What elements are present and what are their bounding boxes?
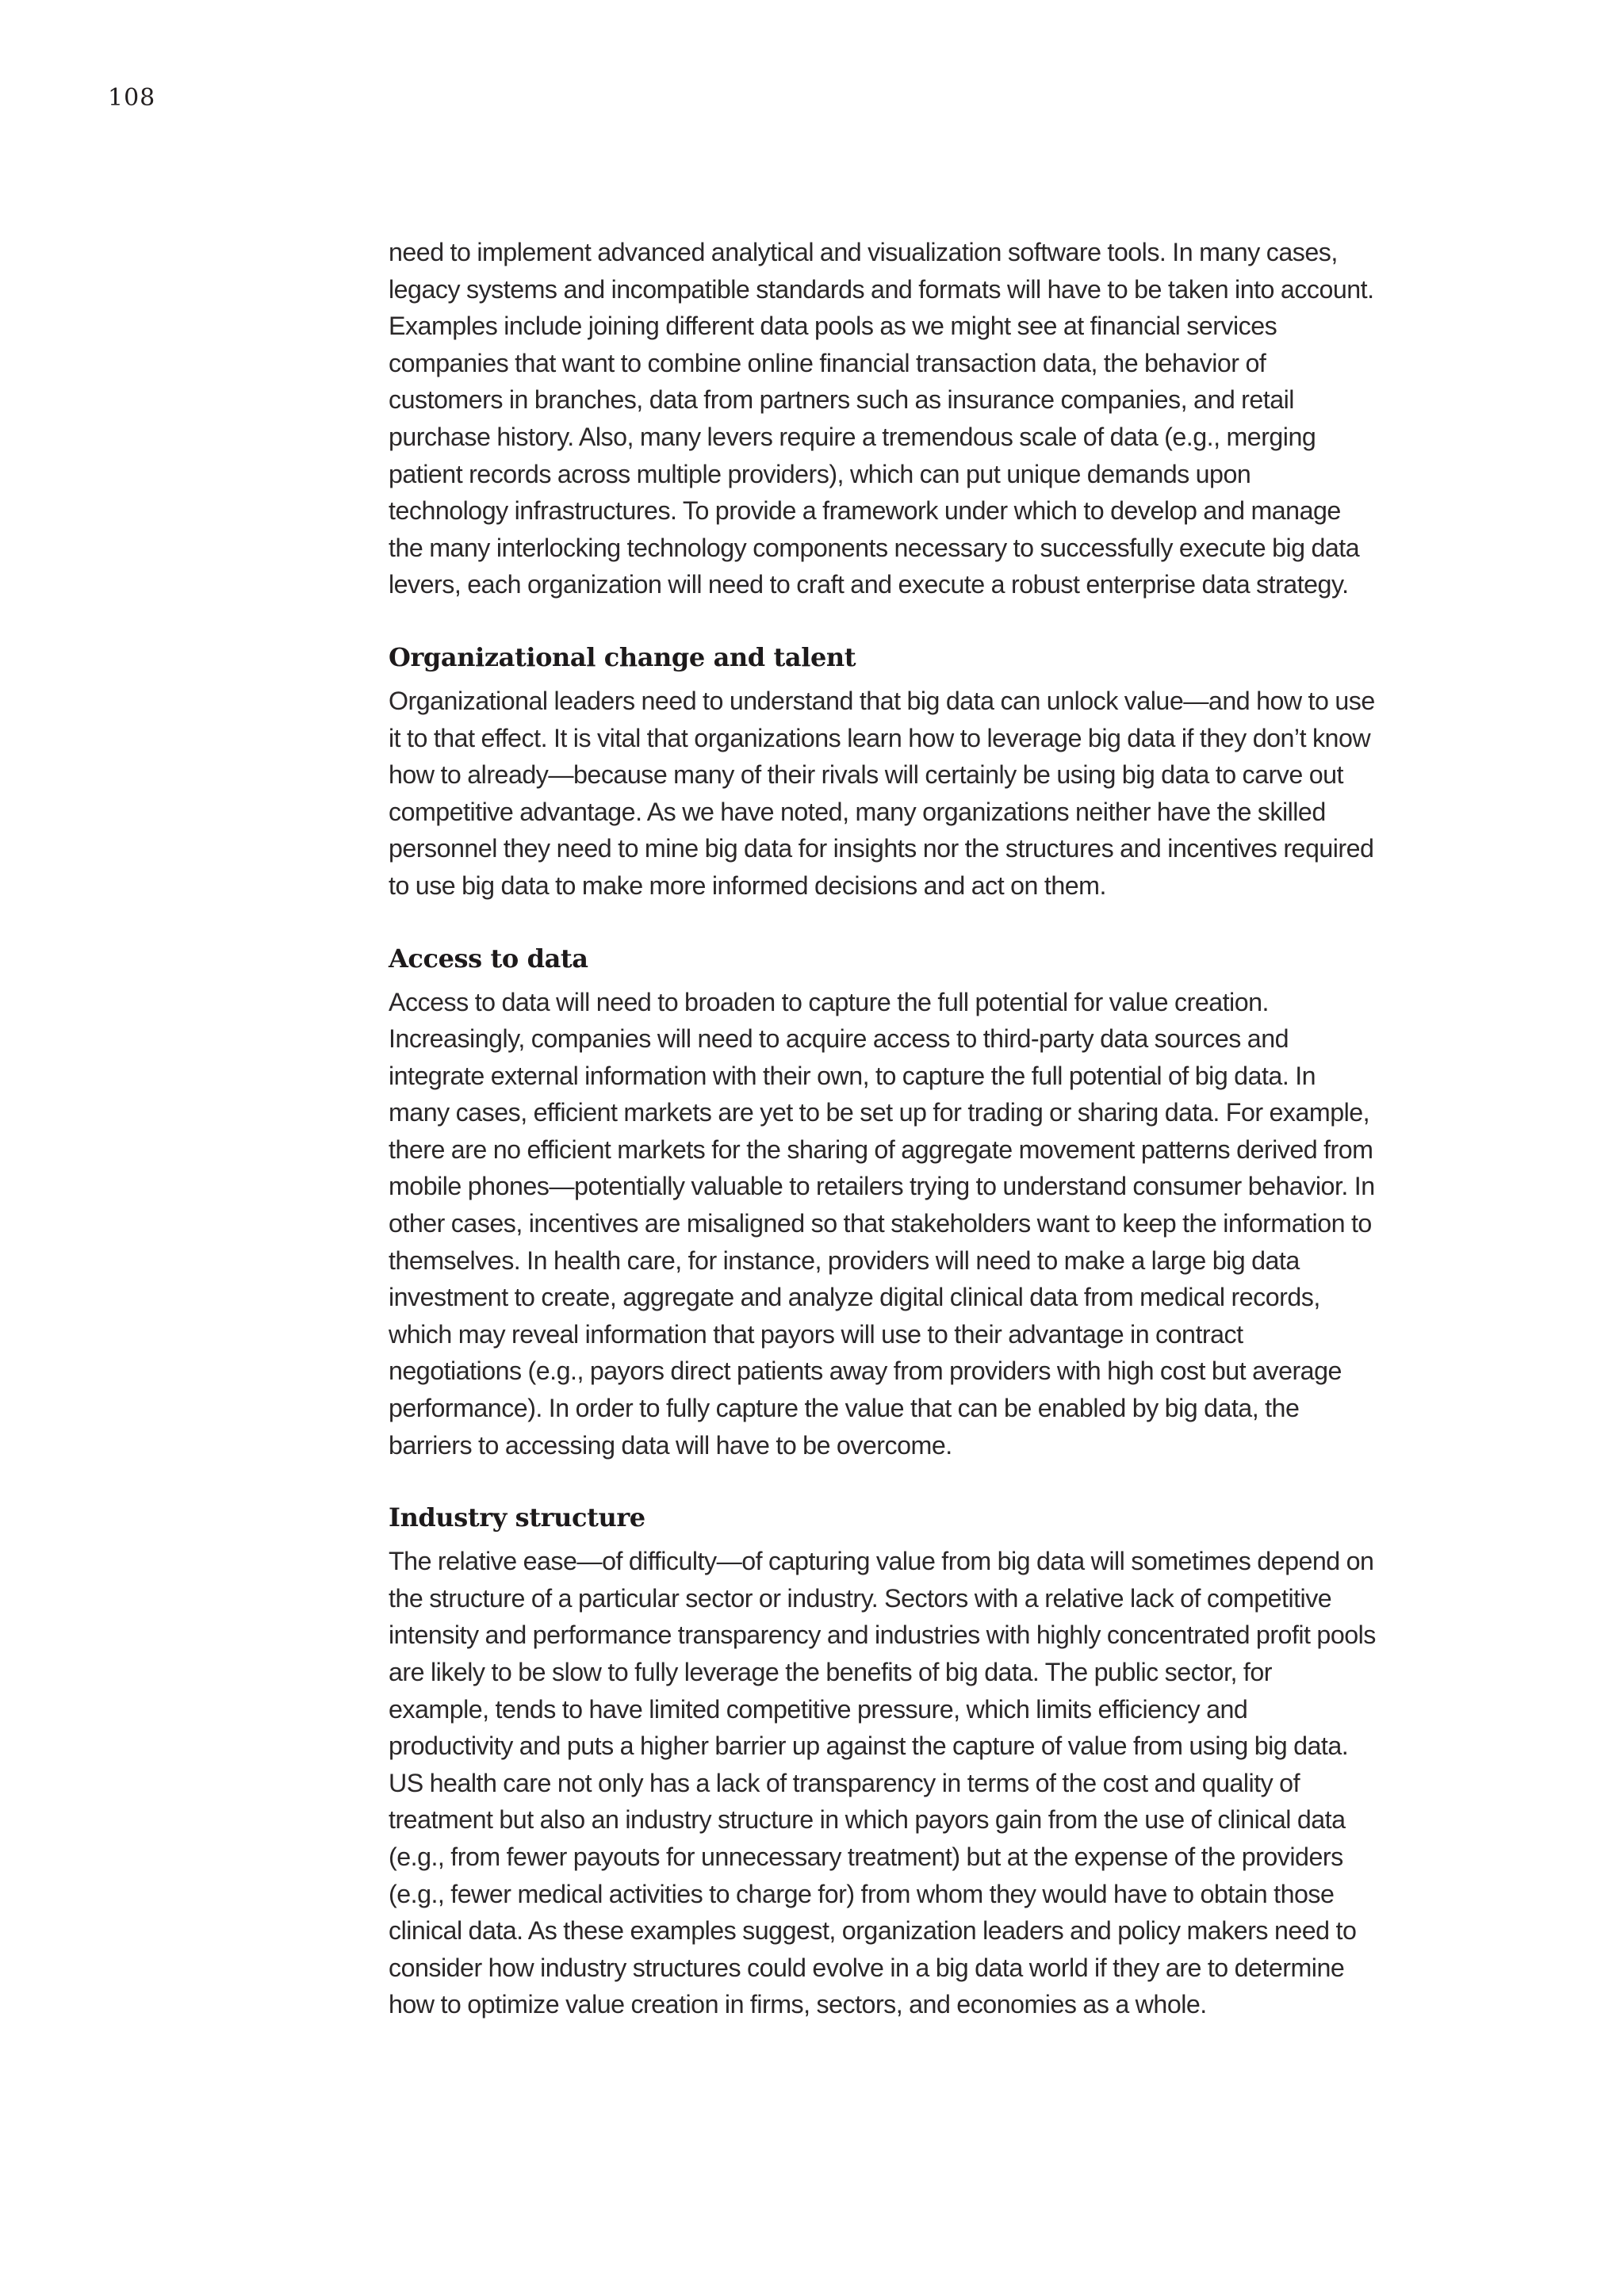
document-body [389, 234, 1376, 2023]
industry-structure-paragraph: The relative ease—of difficulty—of capturing value from big data will sometimes depend on the structure of a particular sector or industry. Sectors with a relative lack of competitive intensity and performance transparency and industries with highly concentrated profit pools are likely to be slow to fully leverage the benefits of big data. The public sector, for example, tends to have limited competitive pressure, which limits efficiency and productivity and puts a higher barrier up against the capture of value from using big data. US health care not only has a lack of transparency in terms of the cost and quality of treatment but also an industry structure in which payors gain from the use of clinical data (e.g., from fewer payouts for unnecessary treatment) but at the expense of the providers (e.g., fewer medical activities to charge for) from whom they would have to obtain those clinical data. As these examples suggest, organization leaders and policy makers need to consider how industry structures could evolve in a big data world if they are to determine how to optimize value creation in firms, sectors, and economies as a whole. [389, 1547, 1376, 2019]
section-heading-access-to-data: Access to data [389, 943, 588, 974]
section-heading-organizational-change: Organizational change and talent [389, 641, 856, 672]
organizational-change-paragraph: Organizational leaders need to understand that big data can unlock value—and how to use it to that effect. It is vital that organizations learn how to leverage big data if they don’t know how to already—because many of their rivals will certainly be using big data to carve out competitive advantage. As we have noted, many organizations neither have the skilled personnel they need to mine big data for insights nor the structures and incentives required to use big data to make more informed decisions and act on them. [389, 686, 1375, 900]
section-heading-industry-structure: Industry structure [389, 1502, 645, 1533]
access-to-data-paragraph: Access to data will need to broaden to capture the full potential for value creation. Increasingly, companies will need to acquire access to third-party data sources and integrate external information with their own, to capture the full potential of big data. In many cases, efficient markets are yet to be set up for trading or sharing data. For example, there are no efficient markets for the sharing of aggregate movement patterns derived from mobile phones—potentially valuable to retailers trying to understand consumer behavior. In other cases, incentives are misaligned so that stakeholders want to keep the information to themselves. In health care, for instance, providers will need to make a large big data investment to create, aggregate and analyze digital clinical data from medical records, which may reveal information that payors will use to their advantage in contract negotiations (e.g., payors direct patients away from providers with high cost but average performance). In order to fully capture the value that can be enabled by big data, the barriers to accessing data will have to be overcome. [389, 987, 1375, 1460]
page-number: 108 [108, 84, 156, 112]
intro-paragraph: need to implement advanced analytical and visualization software tools. In many cases, legacy systems and incompatible standards and formats will have to be taken into account. Examples include joining different data pools as we might see at financial services companies that want to combine online financial transaction data, the behavior of customers in branches, data from partners such as insurance companies, and retail purchase history. Also, many levers require a tremendous scale of data (e.g., merging patient records across multiple providers), which can put unique demands upon technology infrastructures. To provide a framework under which to develop and manage the many interlocking technology components necessary to successfully execute big data levers, each organization will need to craft and execute a robust enterprise data strategy. [389, 238, 1374, 599]
